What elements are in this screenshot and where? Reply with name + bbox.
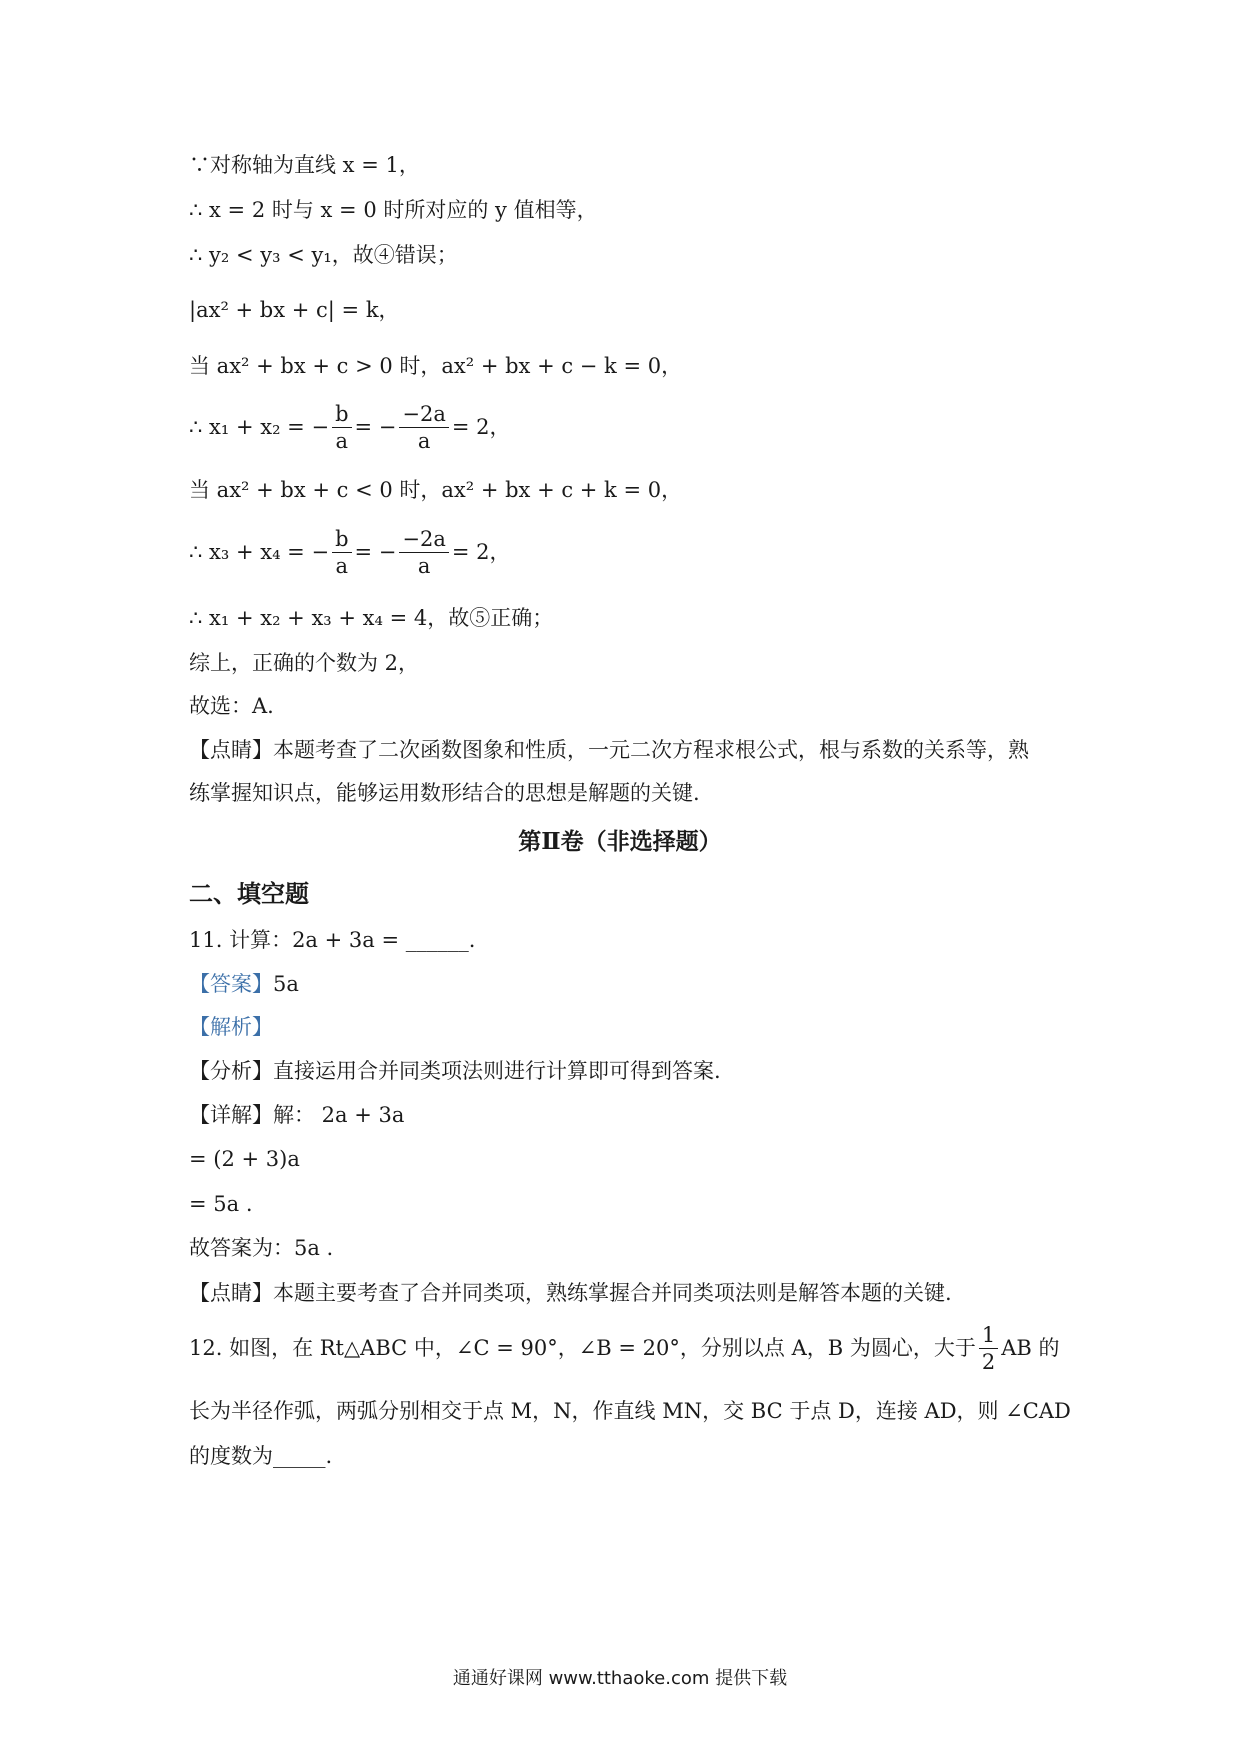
text-line: 当 ax² + bx + c > 0 时，ax² + bx + c − k = 0， — [189, 354, 683, 378]
text-line: 练掌握知识点，能够运用数形结合的思想是解题的关键. — [189, 781, 700, 805]
denominator: a — [335, 553, 349, 578]
denominator: a — [417, 553, 431, 578]
footer: 通通好课网 www.tthaoke.com 提供下载 — [452, 1668, 788, 1689]
answer-line — [189, 970, 299, 998]
text-line: 综上，正确的个数为 2， — [189, 651, 420, 675]
text-segment: = − — [354, 540, 397, 564]
fraction — [332, 526, 351, 579]
fraction — [332, 401, 351, 454]
text-line: ∴ x = 2 时与 x = 0 时所对应的 y 值相等， — [189, 198, 598, 222]
denominator: a — [417, 428, 431, 453]
text-line: 【点睛】本题主要考查了合并同类项，熟练掌握合并同类项法则是解答本题的关键. — [189, 1281, 952, 1305]
answer-value: 5a — [273, 972, 299, 996]
text-line: = 5a . — [189, 1192, 253, 1216]
text-line: 的度数为_____. — [189, 1444, 333, 1468]
text-segment: 12. 如图，在 Rt△ABC 中，∠C = 90°，∠B = 20°，分别以点 A，B 为圆心，大于 — [189, 1336, 976, 1360]
numerator: b — [332, 526, 351, 553]
text-line: ∵对称轴为直线 x = 1， — [189, 153, 420, 177]
text-line: |ax² + bx + c| = k， — [189, 298, 400, 322]
question-12 — [189, 1318, 1060, 1378]
numerator: 1 — [979, 1322, 998, 1349]
fraction-line — [189, 397, 511, 457]
text-segment: ∴ x₃ + x₄ = − — [189, 540, 330, 564]
numerator: −2a — [399, 526, 448, 553]
part-title: 第Ⅱ卷（非选择题） — [518, 828, 722, 855]
text-segment: ∴ x₁ + x₂ = − — [189, 415, 330, 439]
question-11: 11. 计算：2a + 3a = ______. — [189, 928, 476, 952]
text-segment: = 2， — [451, 415, 511, 439]
text-line: 【分析】直接运用合并同类项法则进行计算即可得到答案. — [189, 1059, 721, 1083]
text-segment: = 2， — [451, 540, 511, 564]
text-line: 故答案为：5a . — [189, 1236, 334, 1260]
text-line: ∴ y₂ < y₃ < y₁，故④错误； — [189, 243, 458, 267]
text-segment: AB 的 — [1001, 1336, 1060, 1360]
text-line: = (2 + 3)a — [189, 1147, 300, 1171]
fraction — [979, 1322, 998, 1375]
numerator: b — [332, 401, 351, 428]
text-line: 【详解】解： 2a + 3a — [189, 1103, 405, 1127]
text-line: 故选：A. — [189, 694, 274, 718]
fraction-line — [189, 522, 511, 582]
fraction — [399, 401, 448, 454]
text-line: ∴ x₁ + x₂ + x₃ + x₄ = 4，故⑤正确； — [189, 606, 554, 630]
denominator: 2 — [981, 1349, 996, 1374]
analysis-label: 【解析】 — [189, 1015, 273, 1039]
text-line: 【点睛】本题考查了二次函数图象和性质，一元二次方程求根公式，根与系数的关系等，熟 — [189, 738, 1029, 762]
numerator: −2a — [399, 401, 448, 428]
fraction — [399, 526, 448, 579]
denominator: a — [335, 428, 349, 453]
answer-label: 【答案】 — [189, 972, 273, 996]
text-line: 长为半径作弧，两弧分别相交于点 M，N，作直线 MN，交 BC 于点 D，连接 AD，则 ∠CAD — [189, 1399, 1071, 1423]
text-segment: = − — [354, 415, 397, 439]
text-line: 当 ax² + bx + c < 0 时，ax² + bx + c + k = 0， — [189, 478, 683, 502]
section-title: 二、填空题 — [189, 879, 309, 908]
